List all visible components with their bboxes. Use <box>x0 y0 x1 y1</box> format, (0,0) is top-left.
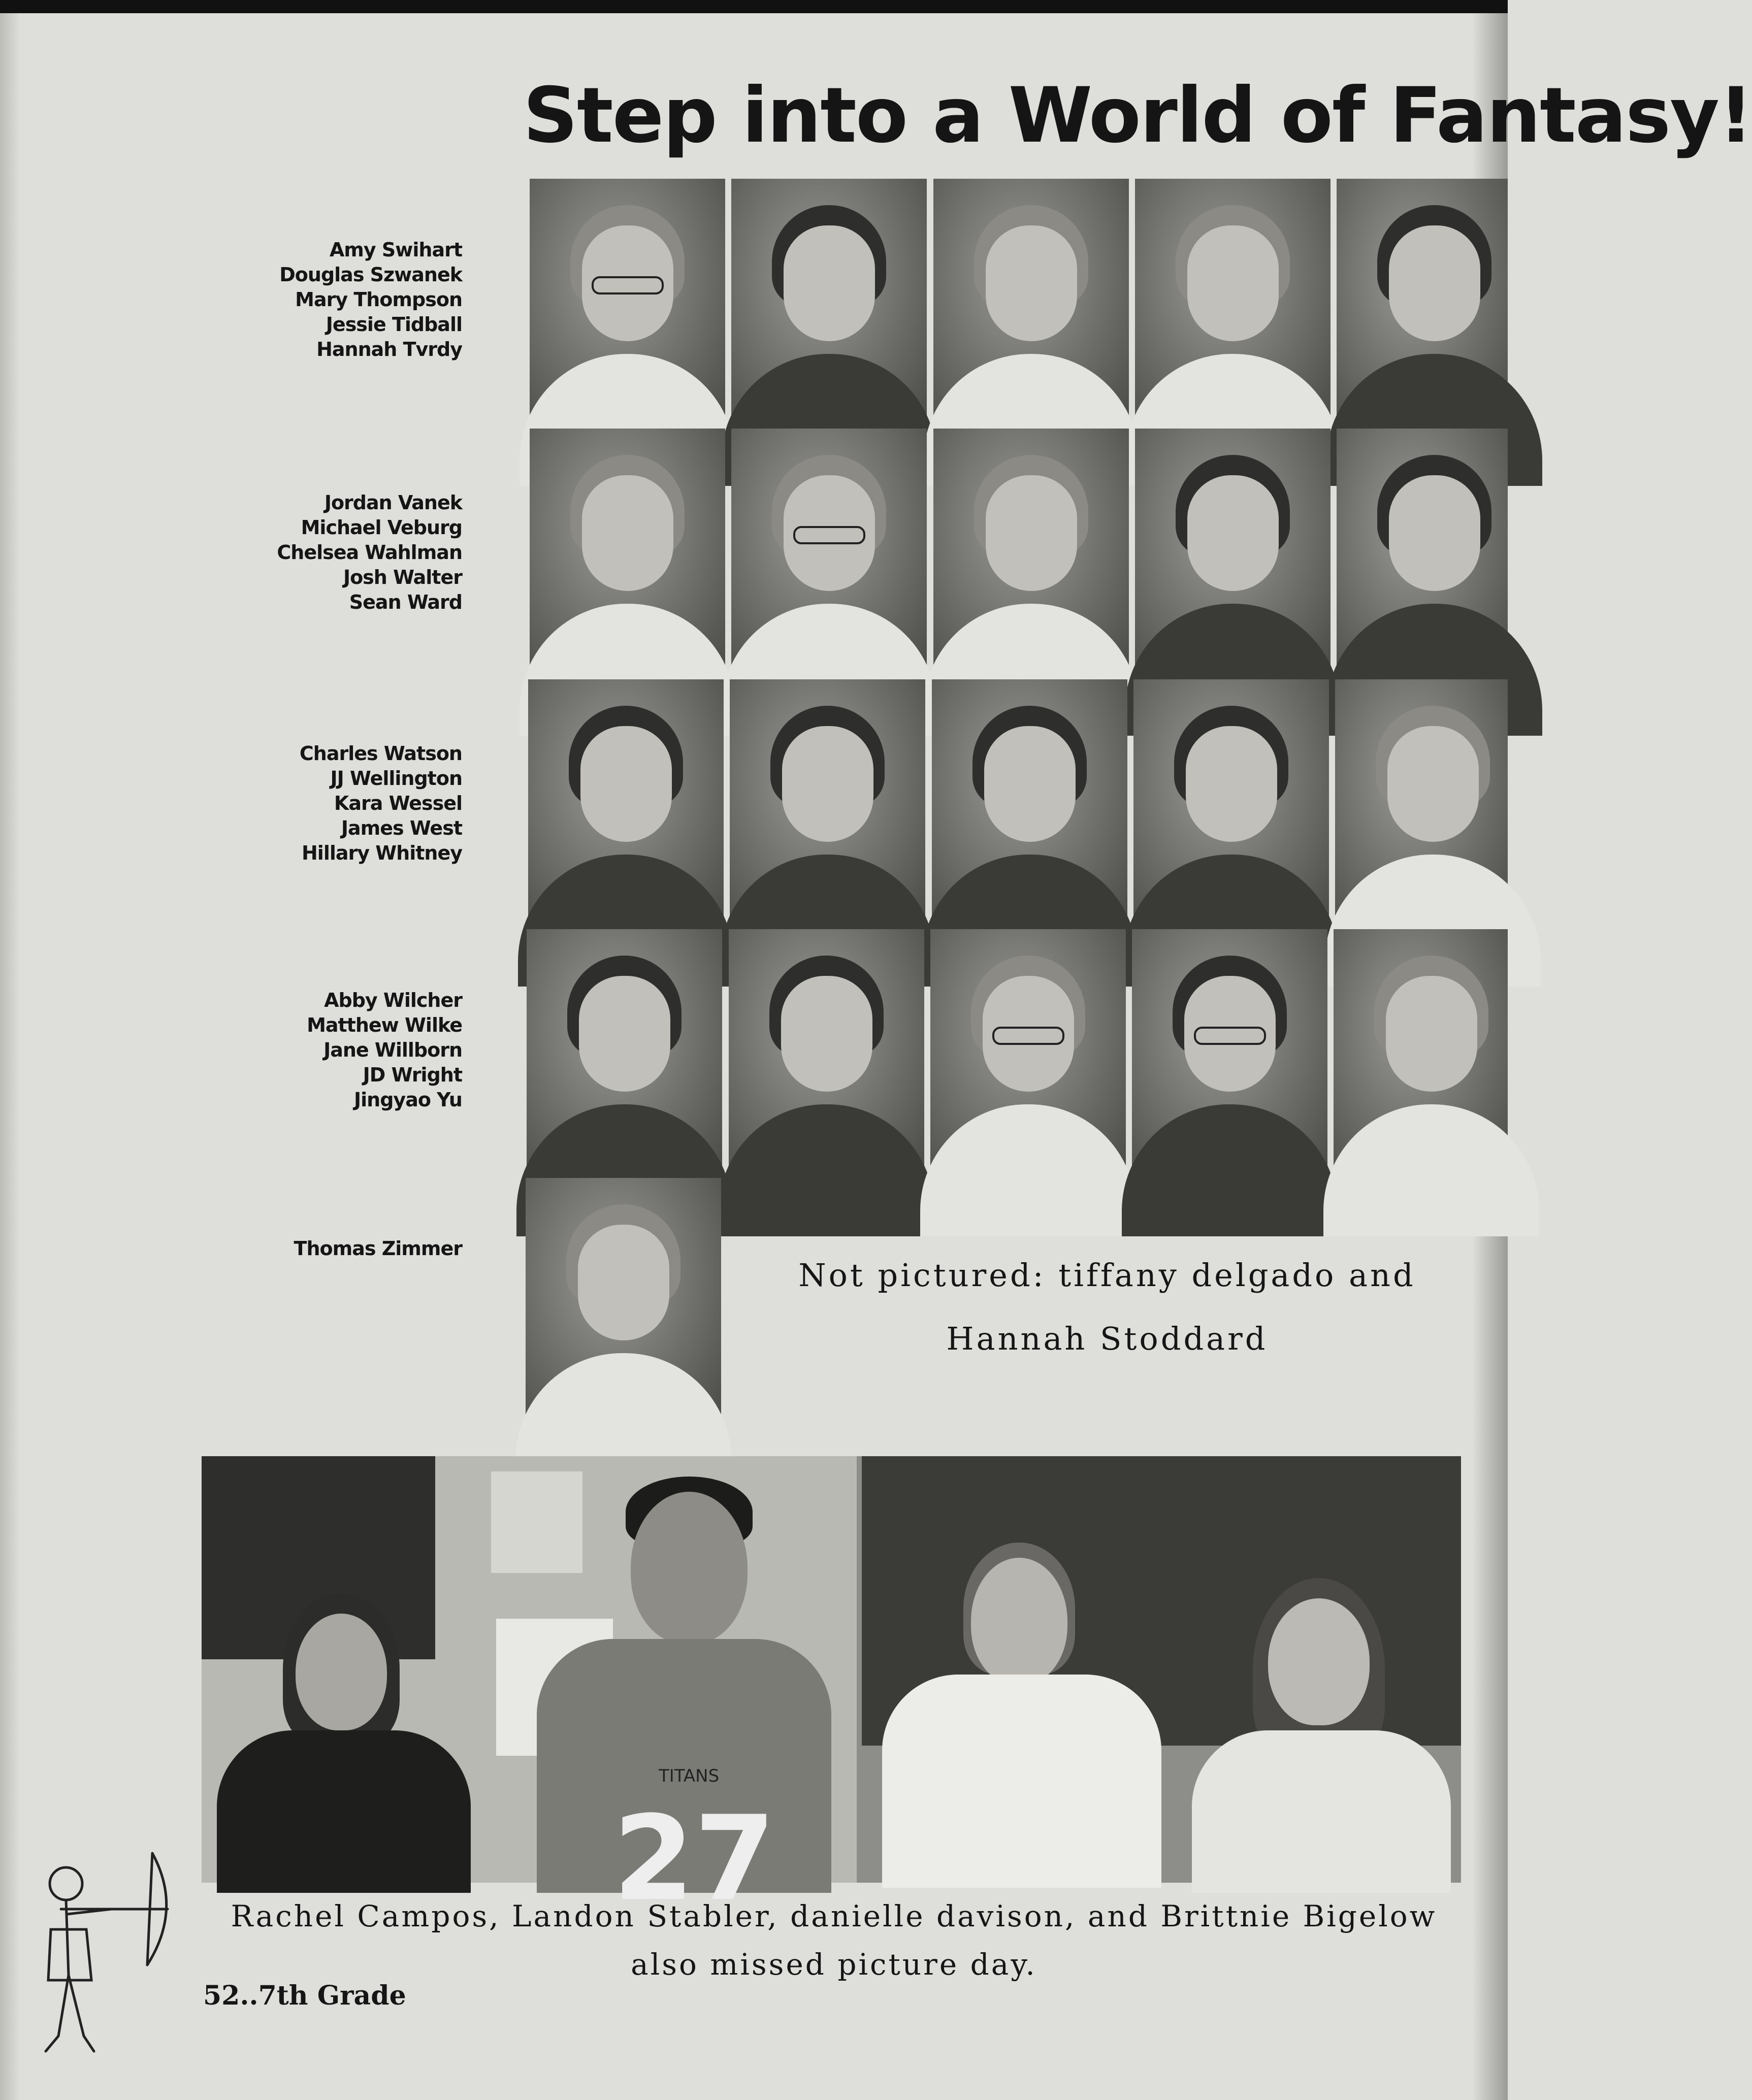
page-number: 52 <box>203 1980 240 2011</box>
student-name: Josh Walter <box>343 566 462 588</box>
not-pictured-line-1: Not pictured: tiffany delgado and <box>798 1257 1416 1294</box>
student-portrait <box>933 429 1129 671</box>
student-portrait <box>526 1178 721 1421</box>
student-name: Matthew Wilke <box>307 1014 462 1036</box>
footer-separator: .. <box>240 1980 258 2011</box>
name-list-row-2 <box>213 490 462 615</box>
student-portrait <box>530 179 725 421</box>
student-name: Hannah Tvrdy <box>316 338 462 360</box>
name-list-row-1 <box>213 238 462 362</box>
student-portrait <box>730 679 925 922</box>
page-gutter-shadow <box>0 13 20 2100</box>
section-name: 7th Grade <box>258 1980 406 2011</box>
student-name: Douglas Szwanek <box>279 264 462 286</box>
student-name: Mary Thompson <box>295 288 462 311</box>
group-caption-line-2: also missed picture day. <box>631 1947 1037 1982</box>
student-name: Hillary Whitney <box>301 842 462 864</box>
page-title: Step into a World of Fantasy! <box>523 72 1752 160</box>
student-portrait <box>1337 179 1508 421</box>
student-name: Michael Veburg <box>301 516 462 539</box>
student-portrait <box>729 929 924 1172</box>
student-name: Charles Watson <box>299 742 462 765</box>
not-pictured-line-2: Hannah Stoddard <box>946 1320 1268 1357</box>
student-portrait <box>528 679 724 922</box>
jersey-text: TITANS <box>659 1766 720 1786</box>
student-portrait <box>932 679 1127 922</box>
archer-mascot-icon <box>30 1848 173 2061</box>
group-person <box>537 1471 831 1927</box>
student-portrait <box>930 929 1126 1172</box>
student-portrait <box>1132 929 1327 1172</box>
jersey-number: 27 <box>613 1791 776 1927</box>
student-portrait <box>527 929 722 1172</box>
student-name: Thomas Zimmer <box>294 1237 462 1260</box>
student-portrait <box>1337 429 1508 671</box>
student-portrait <box>1135 429 1331 671</box>
student-portrait <box>731 179 927 421</box>
student-name: Sean Ward <box>349 591 462 613</box>
group-person <box>867 1527 1177 1883</box>
student-portrait <box>1135 179 1331 421</box>
student-name: Abby Wilcher <box>324 989 462 1011</box>
group-person <box>1182 1578 1461 1883</box>
student-portrait <box>731 429 927 671</box>
page-footer <box>203 1980 406 2011</box>
name-list-row-4 <box>213 988 462 1112</box>
student-portrait <box>933 179 1129 421</box>
student-name: Jessie Tidball <box>326 313 462 336</box>
name-list-row-5 <box>213 1236 462 1261</box>
student-portrait <box>1334 929 1508 1172</box>
student-name: Jordan Vanek <box>324 491 462 514</box>
student-name: JD Wright <box>363 1064 462 1086</box>
student-name: Jingyao Yu <box>354 1089 462 1111</box>
student-name: Chelsea Wahlman <box>277 541 462 564</box>
student-name: James West <box>341 817 462 839</box>
top-edge <box>0 0 1508 13</box>
student-portrait <box>1335 679 1508 922</box>
group-caption-line-1: Rachel Campos, Landon Stabler, danielle davison, and Brittnie Bigelow <box>231 1899 1437 1933</box>
student-portrait <box>1133 679 1329 922</box>
student-name: Amy Swihart <box>329 239 462 261</box>
student-portrait <box>530 429 725 671</box>
group-person <box>207 1578 476 1883</box>
student-name: Jane Willborn <box>323 1039 462 1061</box>
student-name: JJ Wellington <box>330 767 462 790</box>
name-list-row-3 <box>213 741 462 866</box>
student-name: Kara Wessel <box>334 792 462 814</box>
